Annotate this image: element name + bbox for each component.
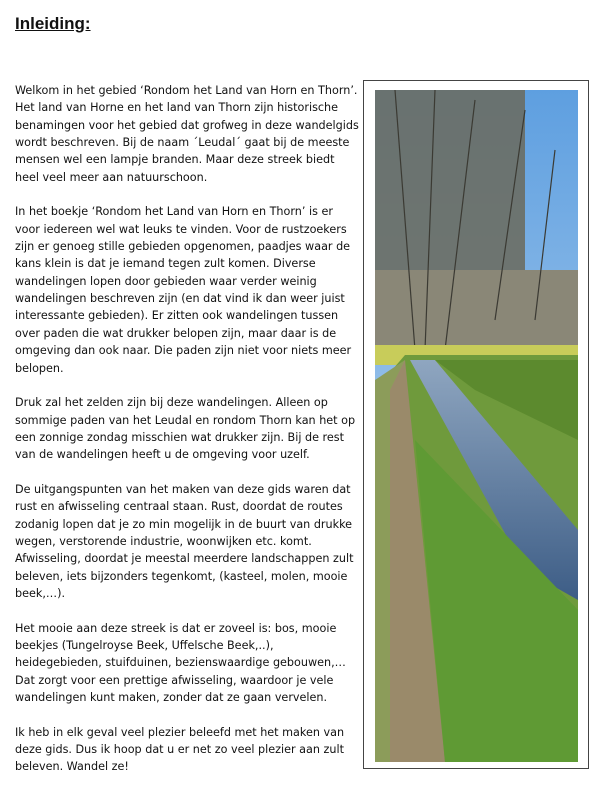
text-line: heidegebieden, stuifduinen, bezienswaardige gebouwen,… — [15, 656, 346, 670]
text-line: belopen. — [15, 361, 64, 375]
page-title: Inleiding: — [15, 14, 91, 33]
text-line: heel veel meer aan natuurschoon. — [15, 170, 208, 184]
paragraph — [15, 620, 360, 707]
text-line: Welkom in het gebied ‘Rondom het Land van Horn en Thorn’. — [15, 84, 358, 97]
text-line: van de wandelingen heeft u de omgeving voor uzelf. — [15, 448, 310, 462]
text-line: wandelingen lopen door gebieden waar verder weinig — [15, 274, 317, 288]
text-line: omgeving dan ook naar. Die paden zijn niet voor niets meer — [15, 344, 352, 358]
text-line: De uitgangspunten van het maken van deze gids waren dat — [15, 482, 351, 496]
text-line: Druk zal het zelden zijn bij deze wandelingen. Alleen op — [15, 396, 328, 410]
text-line: mensen wel een lampje branden. Maar deze streek biedt — [15, 153, 335, 167]
text-line: zijn er genoeg stille gebieden opgenomen, paadjes waar de — [15, 240, 351, 254]
body-text — [15, 82, 360, 793]
ditch-landscape-image — [375, 90, 578, 762]
text-line: benamingen voor het gebied dat grofweg in deze wandelgids — [15, 118, 359, 132]
text-line: Afwisseling, doordat je meestal meerdere landschappen zult — [15, 552, 354, 566]
text-line: Het mooie aan deze streek is dat er zoveel is: bos, mooie — [15, 621, 337, 635]
text-line: wandelingen beschreven zijn (en dat vind ik dan weer juist — [15, 292, 345, 306]
text-line: beleven, iets bijzonders tegenkomt, (kasteel, molen, mooie — [15, 569, 348, 583]
text-line: beekjes (Tungelroyse Beek, Uffelsche Beek,..), — [15, 639, 274, 652]
text-line: beleven. Wandel ze! — [15, 760, 129, 774]
text-line: zodanig lopen dat je zo min mogelijk in de buurt van drukke — [15, 517, 353, 531]
paragraph — [15, 82, 360, 186]
paragraph — [15, 481, 360, 602]
text-line: deze gids. Dus ik hoop dat u er net zo veel plezier aan zult — [15, 743, 344, 757]
text-line: over paden die wat drukker belopen zijn, maar daar is de — [15, 326, 337, 340]
paragraph — [15, 724, 360, 776]
paragraph — [15, 394, 360, 463]
text-line: sommige paden van het Leudal en rondom Thorn kan het op — [15, 413, 356, 427]
text-line: wordt beschreven. Bij de naam ´Leudal´ gaat bij de meeste — [15, 136, 350, 150]
text-line: interessante gebieden). Er zitten ook wandelingen tussen — [15, 309, 339, 323]
text-line: Ik heb in elk geval veel plezier beleefd met het maken van — [15, 725, 345, 739]
text-line: een zonnige zondag misschien wat drukker zijn. Bij de rest — [15, 430, 344, 444]
text-line: In het boekje ‘Rondom het Land van Horn en Thorn’ is er — [15, 205, 333, 219]
text-line: Dat zorgt voor een prettige afwisseling, waardoor je vele — [15, 673, 334, 687]
text-line: Het land van Horne en het land van Thorn zijn historische — [15, 101, 339, 115]
text-line: beek,…). — [15, 586, 66, 600]
text-line: voor iedereen wel wat leuks te vinden. Voor de rustzoekers — [15, 222, 347, 236]
text-line: rust en afwisseling centraal staan. Rust, doordat de routes — [15, 500, 343, 514]
text-line: wegen, verstorende industrie, woonwijken etc. komt. — [15, 534, 312, 548]
paragraph — [15, 203, 360, 376]
text-line: kans klein is dat je iemand tegen zult komen. Diverse — [15, 257, 316, 271]
text-line: wandelingen kunt maken, zonder dat ze gaan vervelen. — [15, 691, 328, 705]
landscape-photo — [375, 90, 578, 762]
